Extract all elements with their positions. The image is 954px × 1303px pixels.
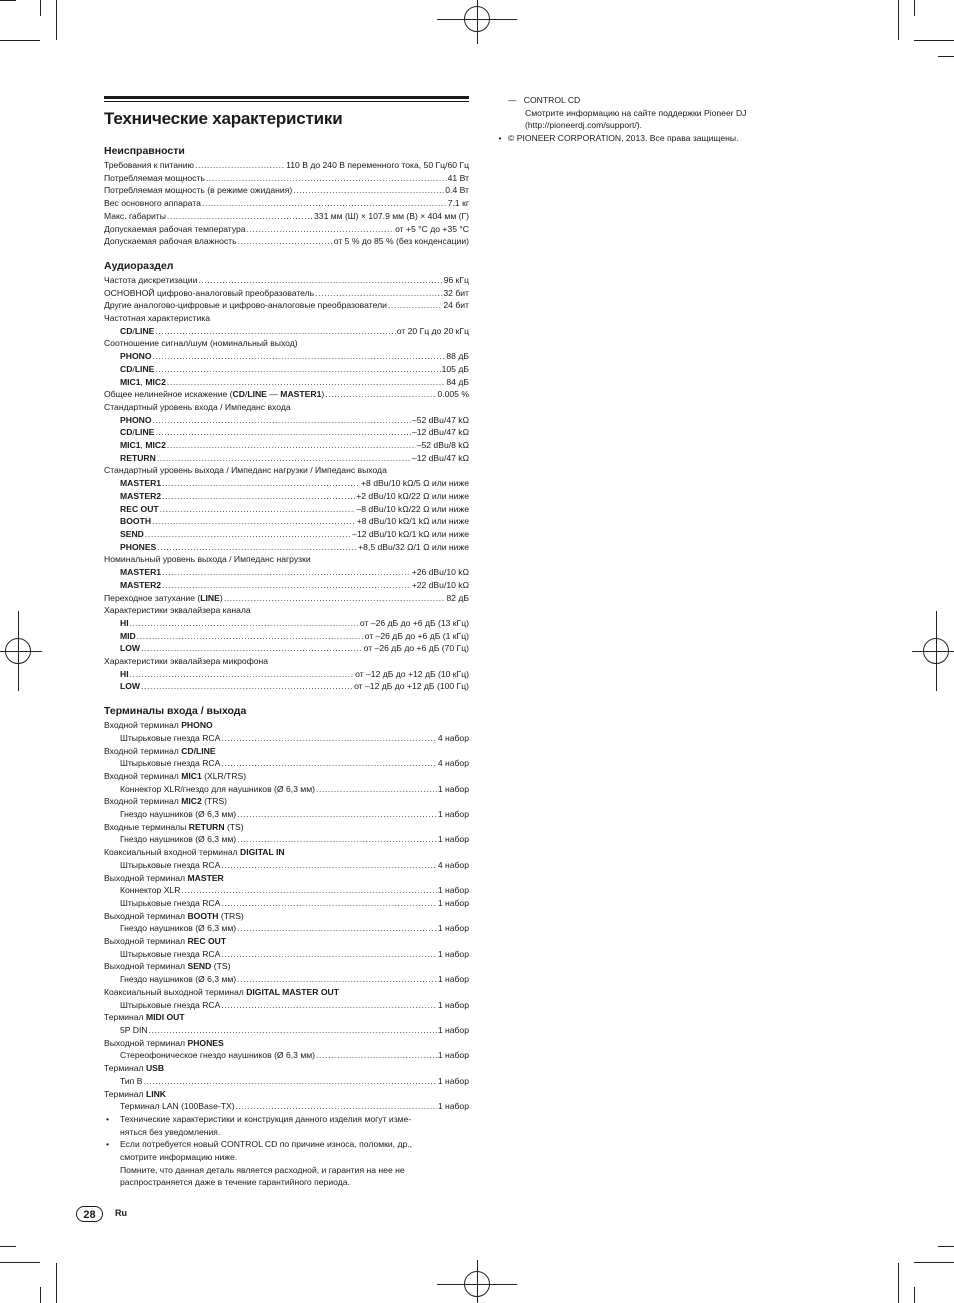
output-level-list xyxy=(104,477,469,553)
crop-mark xyxy=(0,1262,40,1263)
support-link[interactable]: (http://pioneerdj.com/support/). xyxy=(525,120,643,131)
spec-label: Коаксиальный входной терминал DIGITAL IN xyxy=(104,847,285,858)
spec-row: Штырьковые гнезда RCA ..... 1 набор xyxy=(104,897,469,910)
spec-row: BOOTH ..... +8 dBu/10 kΩ/1 kΩ или ниже xyxy=(104,515,469,528)
spec-label: Терминал LINK xyxy=(104,1088,167,1099)
spec-row: Коннектор XLR ..... 1 набор xyxy=(104,884,469,897)
spec-row: CD/LINE ..... 105 дБ xyxy=(104,363,469,376)
crop-mark xyxy=(0,1246,16,1247)
spec-row: Тип B ..... 1 набор xyxy=(104,1075,469,1088)
spec-row: Частота дискретизации ..... 96 кГц xyxy=(104,274,469,287)
spec-row: Гнездо наушников (Ø 6,3 мм) ..... 1 набор xyxy=(104,808,469,821)
spec-label: Входной терминал MIC2 (TRS) xyxy=(104,796,228,807)
faults-list xyxy=(104,159,469,248)
spec-row: Потребляемая мощность (в режиме ожидания) ..... 0.4 Вт xyxy=(104,184,469,197)
spec-row: Переходное затухание (LINE) ..... 82 дБ xyxy=(104,592,469,605)
spec-row: CD/LINE ..... от 20 Гц до 20 кГц xyxy=(104,325,469,338)
spec-row: Терминал LAN (100Base-TX) ..... 1 набор xyxy=(104,1100,469,1113)
crop-mark xyxy=(938,56,954,57)
spec-label: Терминал MIDI OUT xyxy=(104,1012,185,1023)
crop-mark xyxy=(898,0,899,40)
control-cd-line: — CONTROL CD xyxy=(508,95,581,105)
registration-mark xyxy=(912,651,954,652)
spec-row: Требования к питанию ..... 110 В до 240 В переменного тока, 50 Гц/60 Гц xyxy=(104,159,469,172)
spec-row: MASTER2 ..... +2 dBu/10 kΩ/22 Ω или ниже xyxy=(104,490,469,503)
spec-row: Потребляемая мощность ..... 41 Вт xyxy=(104,172,469,185)
spec-row: REC OUT ..... –8 dBu/10 kΩ/22 Ω или ниже xyxy=(104,503,469,516)
section-heading: Неисправности xyxy=(104,145,185,157)
spec-row: Штырьковые гнезда RCA ..... 4 набор xyxy=(104,732,469,745)
spec-label: Входной терминал MIC1 (XLR/TRS) xyxy=(104,770,247,781)
spec-row: MID ..... от –26 дБ до +6 дБ (1 кГц) xyxy=(104,630,469,643)
spec-row: Гнездо наушников (Ø 6,3 мм) ..... 1 набор xyxy=(104,833,469,846)
right-column xyxy=(492,94,792,145)
spec-row: Макс. габариты ..... 331 мм (Ш) × 107.9 мм (В) × 404 мм (Г) xyxy=(104,210,469,223)
spec-label: Номинальный уровень выхода / Импеданс нагрузки xyxy=(104,554,311,565)
registration-mark xyxy=(0,651,42,652)
spec-row: ОСНОВНОЙ цифрово-аналоговый преобразователь ..... 32 бит xyxy=(104,287,469,300)
spec-row: HI ..... от –26 дБ до +6 дБ (13 кГц) xyxy=(104,617,469,630)
spec-label: Выходной терминал REC OUT xyxy=(104,936,227,947)
copyright-line: • © PIONEER CORPORATION, 2013. Все права защищены. xyxy=(498,133,739,144)
spec-label: Соотношение сигнал/шум (номинальный выход) xyxy=(104,338,298,349)
spec-row: Штырьковые гнезда RCA ..... 4 набор xyxy=(104,757,469,770)
spec-row: Стереофоническое гнездо наушников (Ø 6,3 мм) ..... 1 набор xyxy=(104,1049,469,1062)
spec-row: Штырьковые гнезда RCA ..... 4 набор xyxy=(104,859,469,872)
nominal-output-list xyxy=(104,566,469,591)
spec-row: LOW ..... от –12 дБ до +12 дБ (100 Гц) xyxy=(104,680,469,693)
crop-mark xyxy=(40,1287,41,1303)
spec-row: Штырьковые гнезда RCA ..... 1 набор xyxy=(104,999,469,1012)
spec-row: PHONO ..... –52 dBu/47 kΩ xyxy=(104,414,469,427)
spec-label: Стандартный уровень входа / Импеданс входа xyxy=(104,401,291,412)
spec-row: PHONO ..... 88 дБ xyxy=(104,350,469,363)
spec-label: Терминал USB xyxy=(104,1063,165,1074)
spec-row: Другие аналогово-цифровые и цифрово-аналоговые преобразователи ..... 24 бит xyxy=(104,299,469,312)
spec-row: MIC1, MIC2 ..... –52 dBu/8 kΩ xyxy=(104,439,469,452)
spec-label: Выходной терминал BOOTH (TRS) xyxy=(104,910,244,921)
mic-eq-list xyxy=(104,668,469,693)
left-column xyxy=(104,96,469,1189)
support-info: Смотрите информацию на сайте поддержки Pioneer DJ xyxy=(525,107,747,118)
terminals-list xyxy=(104,719,469,1113)
crop-mark xyxy=(0,0,16,1)
spec-row: Допускаемая рабочая влажность ..... от 5 % до 85 % (без конденсации) xyxy=(104,235,469,248)
spec-label: Коаксиальный выходной терминал DIGITAL MASTER OUT xyxy=(104,986,339,997)
spec-row: MASTER1 ..... +26 dBu/10 kΩ xyxy=(104,566,469,579)
spec-row: CD/LINE ..... –12 dBu/47 kΩ xyxy=(104,426,469,439)
crop-mark xyxy=(914,0,915,16)
crop-mark xyxy=(56,1263,57,1303)
spec-row: Гнездо наушников (Ø 6,3 мм) ..... 1 набор xyxy=(104,973,469,986)
spec-row: MASTER2 ..... +22 dBu/10 kΩ xyxy=(104,579,469,592)
title-rule xyxy=(104,101,469,102)
registration-mark xyxy=(936,611,937,691)
title-rule xyxy=(104,96,469,99)
spec-label: Входной терминал PHONO xyxy=(104,720,213,731)
language-code: Ru xyxy=(115,1208,127,1218)
spec-row: HI ..... от –12 дБ до +12 дБ (10 кГц) xyxy=(104,668,469,681)
spec-row: SEND ..... –12 dBu/10 kΩ/1 kΩ или ниже xyxy=(104,528,469,541)
spec-label: Характеристики эквалайзера микрофона xyxy=(104,656,269,667)
spec-row: MASTER1 ..... +8 dBu/10 kΩ/5 Ω или ниже xyxy=(104,477,469,490)
note-bullet: • Если потребуется новый CONTROL CD по причине износа, поломки, др., смотрите информацию ниже. Помните, что данная деталь является расходной, и гарантия на нее не распространяется даже в течение гарантийного периода. xyxy=(106,1139,413,1188)
spec-row: MIC1, MIC2 ..... 84 дБ xyxy=(104,376,469,389)
spec-row: Штырьковые гнезда RCA ..... 1 набор xyxy=(104,948,469,961)
crop-mark xyxy=(914,40,954,41)
crop-mark xyxy=(914,1287,915,1303)
note-bullet: • Технические характеристики и конструкция данного изделия могут изме- няться без уведомления. xyxy=(106,1113,412,1137)
spec-row: RETURN ..... –12 dBu/47 kΩ xyxy=(104,452,469,465)
spec-row: LOW ..... от –26 дБ до +6 дБ (70 Гц) xyxy=(104,642,469,655)
crop-mark xyxy=(938,1246,954,1247)
spec-label: Входной терминал CD/LINE xyxy=(104,745,216,756)
crop-mark xyxy=(898,1263,899,1303)
registration-mark xyxy=(18,611,19,691)
spec-label: Выходной терминал MASTER xyxy=(104,872,224,883)
page-title: Технические характеристики xyxy=(104,109,343,128)
spec-label: Частотная характеристика xyxy=(104,313,211,324)
section-heading: Терминалы входа / выхода xyxy=(104,705,247,718)
crop-mark xyxy=(56,0,57,40)
section-heading: Аудиораздел xyxy=(104,259,174,272)
crop-mark xyxy=(0,40,40,41)
spec-label: Выходной терминал SEND (TS) xyxy=(104,961,231,972)
crop-mark xyxy=(914,1262,954,1263)
spec-row: Общее нелинейное искажение (CD/LINE — MASTER1) ..... 0.005 % xyxy=(104,388,469,401)
spec-row: PHONES ..... +8,5 dBu/32 Ω/1 Ω или ниже xyxy=(104,541,469,554)
spec-label: Выходной терминал PHONES xyxy=(104,1037,224,1048)
spec-row: 5P DIN ..... 1 набор xyxy=(104,1024,469,1037)
channel-eq-list xyxy=(104,617,469,655)
spec-label: Входные терминалы RETURN (TS) xyxy=(104,821,244,832)
crop-mark xyxy=(40,0,41,16)
spec-row: Вес основного аппарата ..... 7.1 кг xyxy=(104,197,469,210)
spec-label: Характеристики эквалайзера канала xyxy=(104,605,251,616)
spec-row: Коннектор XLR/гнездо для наушников (Ø 6,3 мм) ..... 1 набор xyxy=(104,783,469,796)
spec-label: Стандартный уровень выхода / Импеданс нагрузки / Импеданс выхода xyxy=(104,465,387,476)
spec-row: Допускаемая рабочая температура ..... от +5 °C до +35 °C xyxy=(104,223,469,236)
registration-mark xyxy=(477,0,478,44)
spec-row: Гнездо наушников (Ø 6,3 мм) ..... 1 набор xyxy=(104,922,469,935)
page-number: 28 xyxy=(76,1206,103,1222)
registration-mark xyxy=(477,1260,478,1303)
